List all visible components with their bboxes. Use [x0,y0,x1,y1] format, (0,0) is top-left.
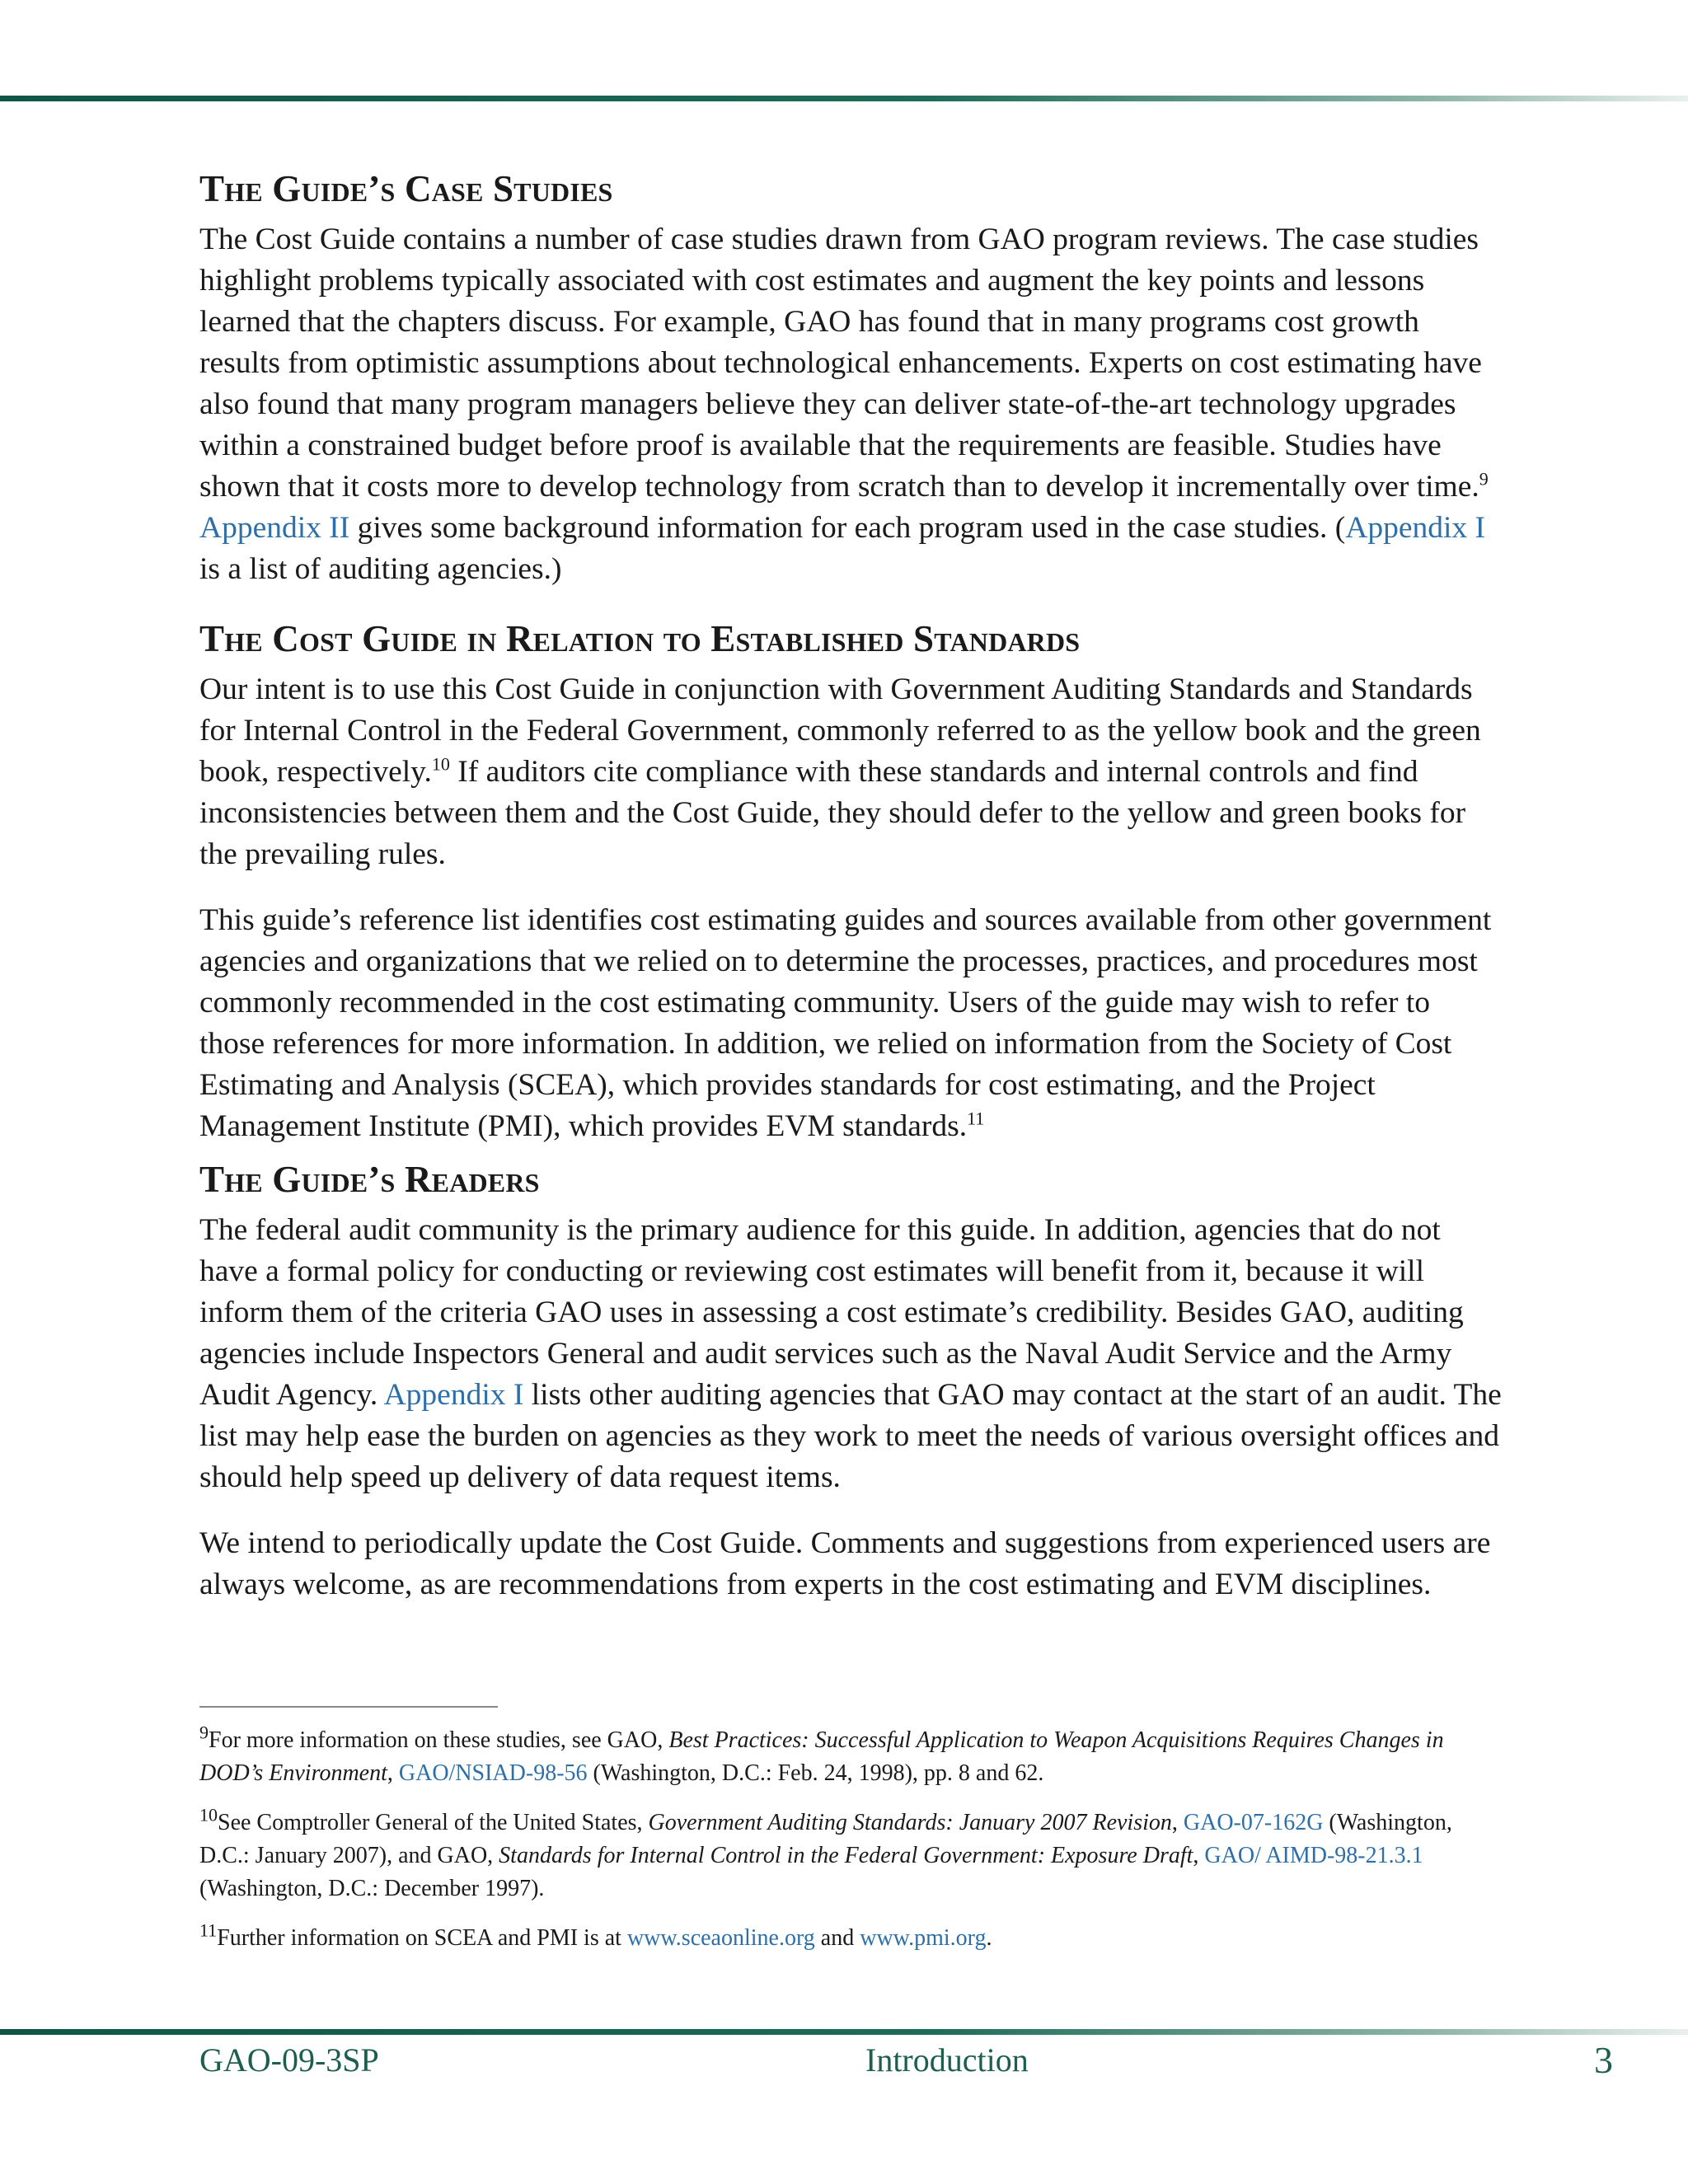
section-heading-standards: The Cost Guide in Relation to Established Standards [199,618,1081,659]
page-footer [199,2036,1613,2085]
pmi-link[interactable]: www.pmi.org [860,1925,987,1951]
footnote-ref-11[interactable]: 11 [967,1108,985,1129]
footer-rule [0,2029,1688,2035]
gao-nsiad-98-56-link[interactable]: GAO/NSIAD-98-56 [398,1760,588,1786]
appendix-ii-link[interactable]: Appendix II [199,511,350,545]
paragraph-case-studies: The Cost Guide contains a number of case studies drawn from GAO program reviews. The case studies highlight problems typically associated with cost estimates and augment the key points and lessons learned that the chapters discuss. For example, GAO has found that in many programs cost growth results from optimistic assumptions about technological enhancements. Experts on cost estimating have also found that many program managers believe they can deliver state-of-the-art technology upgrades within a constrained budget before proof is available that the requirements are feasible. Studies have shown that it costs more to develop technology from scratch than to develop it incrementally over time.$^9$ Appendix II gives some background information for each program used in the case studies. (Appendix I is a list of auditing agencies.) [199,223,1489,586]
header-rule [0,96,1688,101]
appendix-i-link-readers[interactable]: Appendix I [383,1378,524,1412]
footnote-ref-10[interactable]: 10 [431,753,450,775]
footnote-divider [199,1706,498,1708]
footnote-9: $^9$For more information on these studies, see GAO, Best Practices: Successful Application to Weapon Acquisitions Requires Changes in DOD’s Environment, GAO/NSIAD-98-56 (Washington, D.C.: Feb. 24, 1998), pp. 8 and 62. [199,1722,1444,1786]
footnote-ref-9[interactable]: 9 [1479,468,1489,490]
paragraph-standards-2: This guide’s reference list identifies cost estimating guides and sources available from other government agencies and organizations that we relied on to determine the processes, practices, and procedures most commonly recommended in the cost estimating community. Users of the guide may wish to refer to those references for more information. In addition, we relied on information from the Society of Cost Estimating and Analysis (SCEA), which provides standards for cost estimating, and the Project Management Institute (PMI), which provides EVM standards.$^{11}$ [199,903,1492,1143]
section-heading-readers: The Guide’s Readers [199,1159,540,1200]
main-content [199,165,1502,1630]
section-heading-case-studies: The Guide’s Case Studies [199,168,613,209]
gao-07-162g-link[interactable]: GAO-07-162G [1183,1810,1324,1835]
footer-section-title: Introduction [865,2041,1029,2079]
footnote-11: $^{11}$Further information on SCEA and PMI is at www.sceaonline.org and www.pmi.org. [199,1919,992,1951]
paragraph-readers-2: We intend to periodically update the Cost Guide. Comments and suggestions from experienced users are always welcome, as are recommendations from experts in the cost estimating and EVM disciplines. [199,1526,1491,1601]
appendix-i-link[interactable]: Appendix I [1345,511,1485,545]
footnotes [199,1724,1502,1971]
paragraph-standards-1: Our intent is to use this Cost Guide in conjunction with Government Auditing Standards and Standards for Internal Control in the Federal Government, commonly referred to as the yellow book and the green book, respectively.$^{10}$ If auditors cite compliance with these standards and internal controls and find inconsistencies between them and the Cost Guide, they should defer to the yellow and green books for the prevailing rules. [199,673,1481,871]
paragraph-readers-1: The federal audit community is the primary audience for this guide. In addition, agencies that do not have a formal policy for conducting or reviewing cost estimates will benefit from it, because it will inform them of the criteria GAO uses in assessing a cost estimate’s credibility. Besides GAO, auditing agencies include Inspectors General and audit services such as the Naval Audit Service and the Army Audit Agency. Appendix I lists other auditing agencies that GAO may contact at the start of an audit. The list may help ease the burden on agencies as they work to meet the needs of various oversight offices and should help speed up delivery of data request items. [199,1213,1502,1494]
sceaonline-link[interactable]: www.sceaonline.org [626,1925,815,1951]
gao-aimd-98-21-3-1-link[interactable]: GAO/ AIMD-98-21.3.1 [1204,1843,1423,1868]
page-number: 3 [1594,2039,1613,2081]
footer-doc-id: GAO-09-3SP [199,2041,379,2079]
footnote-10: $^{10}$See Comptroller General of the United States, Government Auditing Standards: January 2007 Revision, GAO-07-162G (Washington, D.C.: January 2007), and GAO, Standards for Internal Control in the Federal Government: Exposure Draft, GAO/ AIMD-98-21.3.1 (Washington, D.C.: December 1997). [199,1804,1452,1901]
